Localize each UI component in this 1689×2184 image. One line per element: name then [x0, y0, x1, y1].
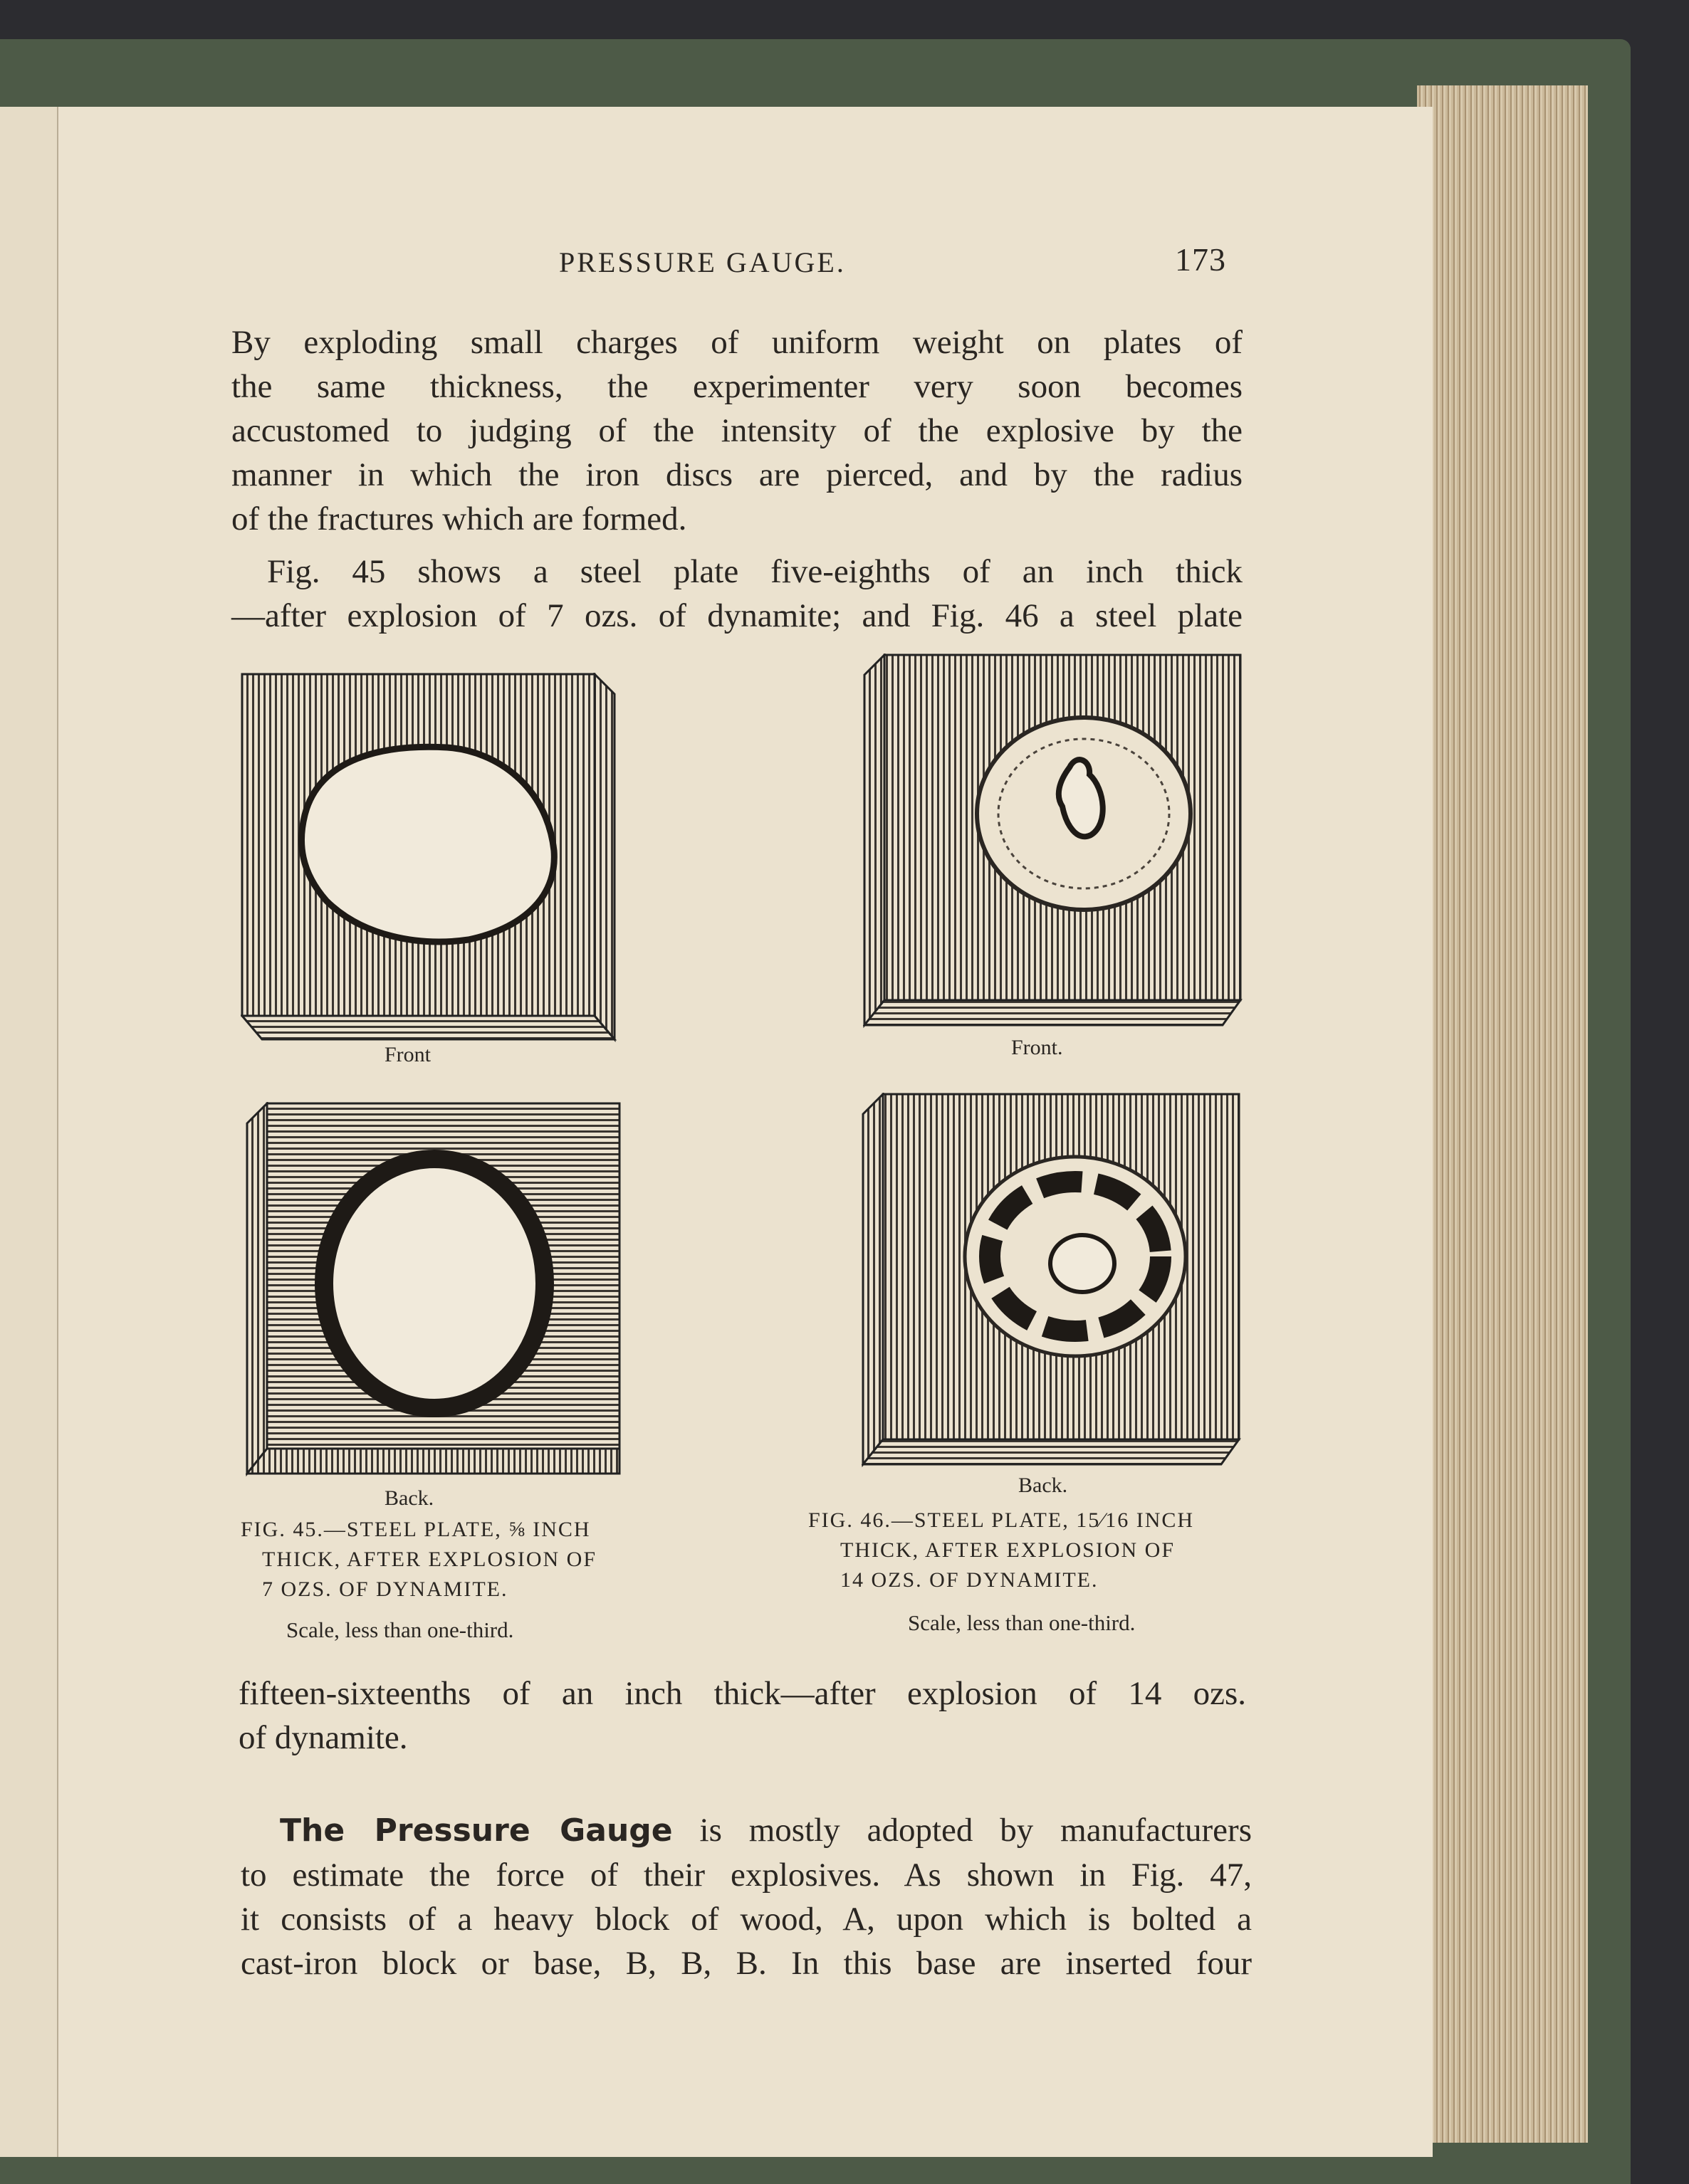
text-line: cast-iron block or base, B, B, B. In this base are inserted four	[241, 1945, 1252, 1982]
fig46-front-label: Front.	[1011, 1036, 1063, 1059]
fig46-back-label: Back.	[1018, 1474, 1068, 1497]
paragraph-2	[231, 550, 1243, 638]
paragraph-4	[241, 1808, 1252, 1985]
paragraph-1	[231, 320, 1243, 541]
caption-line: FIG. 45.—STEEL PLATE, ⅝ INCH	[241, 1518, 591, 1541]
fig45-back-label: Back.	[385, 1486, 434, 1510]
fig46-scale-note: Scale, less than one-third.	[908, 1610, 1136, 1635]
fig45-front-plate-illustration	[241, 673, 618, 1043]
text-line: manner in which the iron discs are pierced, and by the radius	[231, 456, 1243, 493]
fig45-back-plate-illustration	[246, 1102, 623, 1479]
text-line: it consists of a heavy block of wood, A, upon which is bolted a	[241, 1901, 1252, 1938]
facing-page	[0, 107, 58, 2157]
fig45-front-label: Front	[385, 1043, 432, 1066]
text-line: to estimate the force of their explosives. As shown in Fig. 47,	[241, 1857, 1252, 1894]
running-title: PRESSURE GAUGE.	[559, 246, 846, 278]
caption-line: 14 OZS. OF DYNAMITE.	[840, 1568, 1099, 1592]
text-line: of the fractures which are formed.	[231, 500, 687, 537]
fig46-caption	[808, 1506, 1194, 1595]
fig46-back-plate-illustration	[862, 1093, 1243, 1470]
fig46-front-plate-illustration	[863, 653, 1244, 1031]
text-line: accustomed to judging of the intensity of the explosive by the	[231, 412, 1243, 449]
text-line: is mostly adopted by manufacturers	[672, 1812, 1252, 1849]
text-line: —after explosion of 7 ozs. of dynamite; and Fig. 46 a steel plate	[231, 597, 1243, 634]
caption-line: THICK, AFTER EXPLOSION OF	[840, 1538, 1176, 1562]
text-line: of dynamite.	[239, 1719, 408, 1756]
page-number: 173	[1175, 241, 1226, 278]
section-lead-heading: The Pressure Gauge	[280, 1812, 673, 1849]
caption-line: 7 OZS. OF DYNAMITE.	[262, 1577, 508, 1601]
page-edges	[1417, 85, 1588, 2143]
caption-line: THICK, AFTER EXPLOSION OF	[262, 1548, 597, 1571]
paragraph-3	[239, 1671, 1246, 1760]
text-line: fifteen-sixteenths of an inch thick—after explosion of 14 ozs.	[239, 1675, 1246, 1712]
fig45-caption	[241, 1515, 597, 1605]
text-line: Fig. 45 shows a steel plate five-eighths of an inch thick	[267, 553, 1243, 590]
caption-line: FIG. 46.—STEEL PLATE, 15⁄16 INCH	[808, 1508, 1195, 1532]
fig45-scale-note: Scale, less than one-third.	[286, 1617, 514, 1642]
text-line: By exploding small charges of uniform weight on plates of	[231, 324, 1243, 361]
text-line: the same thickness, the experimenter very soon becomes	[231, 368, 1243, 405]
